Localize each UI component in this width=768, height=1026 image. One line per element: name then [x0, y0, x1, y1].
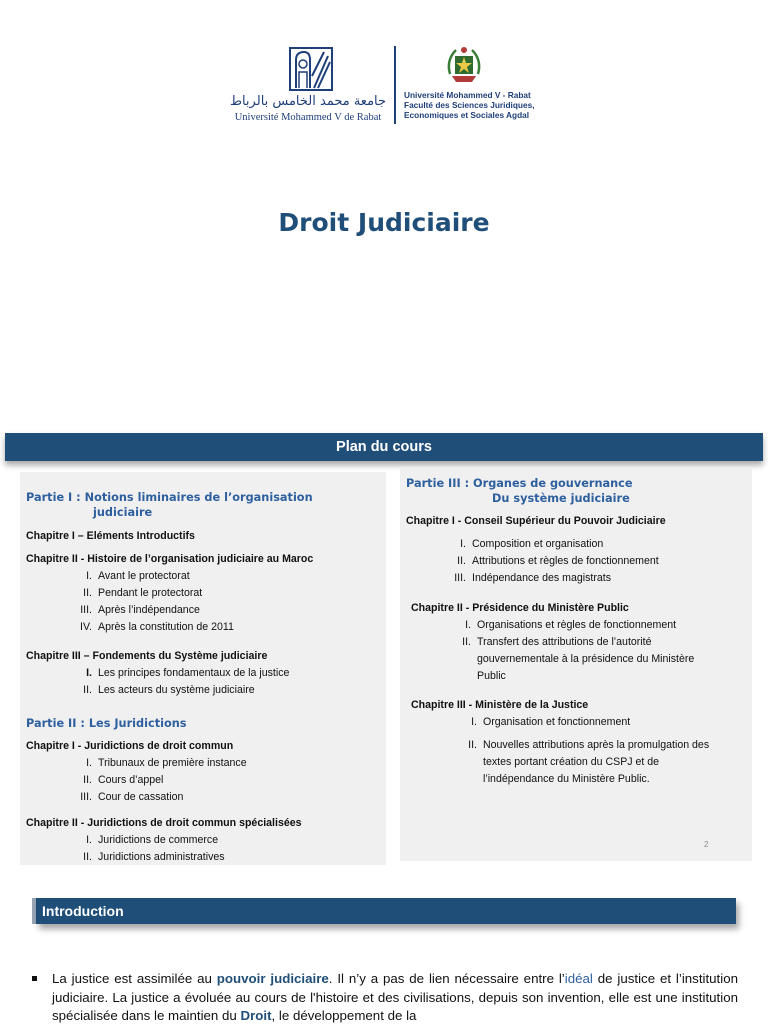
list-item-continued: Public — [477, 670, 506, 682]
list-item: I. Organisation et fonctionnement — [471, 716, 631, 728]
plan-title: Plan du cours — [336, 439, 432, 455]
chapter-heading: Chapitre II - Présidence du Ministère Public — [411, 602, 629, 614]
chapter-block — [411, 697, 709, 788]
list-item: I. Les principes fondamentaux de la justice — [86, 667, 290, 679]
list-item: I. Tribunaux de première instance — [86, 757, 247, 769]
course-title: Droit Judiciaire — [278, 208, 490, 237]
plan-left-column — [20, 472, 386, 865]
chapter-heading: Chapitre III - Ministère de la Justice — [411, 699, 589, 711]
list-item: I. Organisations et règles de fonctionnement — [465, 619, 677, 631]
chapter-block — [26, 815, 302, 866]
list-item: II. Nouvelles attributions après la promulgation des — [468, 739, 710, 751]
chapter-block — [26, 738, 247, 806]
chapter-heading: Chapitre II - Histoire de l’organisation judiciaire au Maroc — [26, 553, 314, 565]
intro-header-bar — [36, 898, 736, 924]
intro-paragraph: La justice est assimilée au pouvoir judiciaire. Il n’y a pas de lien nécessaire entre l’idéal de justice et l’institution judiciaire. La justice a évoluée au cours de l'histoire et des civilisations, depuis son invention, elle est une institution spécialisée dans le maintien du Droit, le développement de la — [52, 971, 738, 1023]
chapter-items — [26, 568, 313, 636]
partie-1-line: Partie I : Notions liminaires de l’organisation — [26, 491, 313, 504]
chapter-heading: Chapitre I – Eléments Introductifs — [26, 530, 195, 542]
chapter-heading: Chapitre II - Juridictions de droit commun spécialisées — [26, 817, 302, 829]
list-item: II. Transfert des attributions de l’autorité — [462, 636, 652, 648]
chapter-block — [26, 551, 313, 636]
faculty-name — [404, 90, 544, 121]
list-item: III. Indépendance des magistrats — [454, 572, 611, 584]
list-item: I. Avant le protectorat — [86, 570, 190, 582]
list-item: I. Composition et organisation — [460, 538, 604, 550]
partie-2-heading: Partie II : Les Juridictions — [26, 717, 187, 730]
partie-1-line: judiciaire — [93, 506, 153, 519]
partie-3-line: Partie III : Organes de gouvernance — [406, 477, 633, 490]
list-item: II. Cours d’appel — [83, 774, 164, 786]
faculty-logo — [404, 44, 544, 126]
chapter-items — [406, 536, 666, 587]
partie-3-line: Du système judiciaire — [492, 492, 630, 505]
plan-header-bar — [5, 433, 763, 461]
university-name: Université Mohammed V de Rabat — [234, 112, 382, 123]
list-item: III. Cour de cassation — [80, 791, 184, 803]
university-emblem-icon — [288, 46, 334, 92]
faculty-crest-icon — [442, 44, 486, 88]
list-item-continued: textes portant création du CSPJ et de — [483, 756, 660, 768]
faculty-line: Université Mohammed V - Rabat — [404, 90, 531, 100]
plan-right-column — [400, 468, 752, 861]
keyword-pouvoir-judiciaire: pouvoir judiciaire — [216, 971, 329, 986]
university-name-arabic: جامعة محمد الخامس بالرباط — [229, 94, 387, 109]
list-item: II. Pendant le protectorat — [83, 587, 203, 599]
list-item: II. Juridictions administratives — [83, 851, 225, 863]
chapter-items — [26, 832, 302, 866]
list-item: I. Juridictions de commerce — [86, 834, 219, 846]
logo-divider — [394, 46, 396, 124]
list-item: III. Après l’indépendance — [80, 604, 200, 616]
chapter-heading: Chapitre I - Juridictions de droit commun — [26, 740, 234, 752]
chapter-items — [411, 714, 709, 788]
faculty-line: Economiques et Sociales Agdal — [404, 110, 530, 121]
partie-1-heading — [26, 490, 313, 520]
chapter-items — [26, 755, 247, 806]
partie-3-heading — [406, 476, 633, 506]
university-logo — [228, 44, 540, 126]
chapter-items — [26, 665, 289, 699]
list-item-continued: l’indépendance du Ministère Public. — [483, 773, 650, 785]
keyword-ideal: idéal — [564, 971, 593, 986]
chapter-heading: Chapitre III – Fondements du Système judiciaire — [26, 650, 268, 662]
intro-title: Introduction — [42, 903, 124, 919]
keyword-droit: Droit — [240, 1008, 272, 1023]
chapter-items — [411, 617, 694, 685]
list-item: IV. Après la constitution de 2011 — [80, 621, 234, 633]
faculty-line: Faculté des Sciences Juridiques, — [404, 100, 535, 111]
bullet-icon — [32, 976, 37, 981]
list-item-continued: gouvernementale à la présidence du Ministère — [477, 653, 695, 665]
list-item: II. Les acteurs du système judiciaire — [83, 684, 255, 696]
chapter-block — [26, 648, 289, 699]
chapter-block — [406, 513, 666, 587]
chapter-heading: Chapitre I - Conseil Supérieur du Pouvoir Judiciaire — [406, 515, 666, 527]
logo-left — [228, 44, 388, 126]
list-item: II. Attributions et règles de fonctionnement — [457, 555, 659, 567]
chapter-block — [411, 600, 694, 685]
slide-page-number: 2 — [704, 840, 709, 849]
